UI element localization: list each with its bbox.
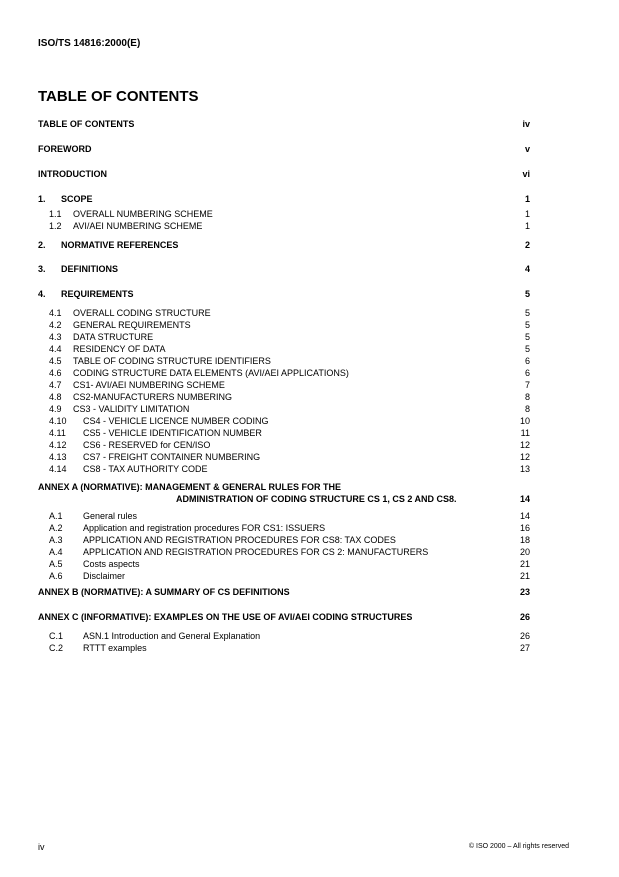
toc-label: SCOPE <box>61 194 93 204</box>
section-number: 3. <box>38 264 46 274</box>
toc-entry-foreword[interactable] <box>38 143 530 155</box>
toc-subentry[interactable] <box>38 510 530 522</box>
section-number: 4.10 <box>49 416 67 426</box>
toc-page: 23 <box>519 587 530 597</box>
document-id: ISO/TS 14816:2000(E) <box>38 38 141 49</box>
toc-page: 1 <box>524 194 530 204</box>
section-number: 1.2 <box>49 221 62 231</box>
toc-subentry[interactable] <box>38 307 530 319</box>
toc-subentry[interactable] <box>38 319 530 331</box>
toc-entry-annex-b[interactable] <box>38 586 530 598</box>
toc-page: 8 <box>524 392 530 402</box>
toc-page: 21 <box>519 559 530 569</box>
toc-entry-requirements[interactable] <box>38 288 530 300</box>
page-title: TABLE OF CONTENTS <box>38 88 199 105</box>
toc-label: CS3 - VALIDITY LIMITATION <box>73 404 190 414</box>
toc-page: 2 <box>524 240 530 250</box>
toc-label: DEFINITIONS <box>61 264 119 274</box>
toc-entry-annex-a-continued[interactable] <box>38 493 530 505</box>
toc-label: CS7 - FREIGHT CONTAINER NUMBERING <box>83 452 261 462</box>
toc-label: ANNEX B (NORMATIVE): A SUMMARY OF CS DEFINITIONS <box>38 587 290 597</box>
toc-page: 5 <box>524 344 530 354</box>
toc-subentry[interactable] <box>38 522 530 534</box>
toc-subentry[interactable] <box>38 546 530 558</box>
toc-page: 5 <box>524 308 530 318</box>
toc-page: vi <box>522 169 530 179</box>
toc-page: 14 <box>519 511 530 521</box>
section-number: 4.1 <box>49 308 62 318</box>
toc-subentry[interactable] <box>38 208 530 220</box>
section-number: A.6 <box>49 571 63 581</box>
toc-page: 20 <box>519 547 530 557</box>
toc-label: TABLE OF CONTENTS <box>38 119 135 129</box>
toc-page: 5 <box>524 332 530 342</box>
toc-label: REQUIREMENTS <box>61 289 134 299</box>
toc-label: APPLICATION AND REGISTRATION PROCEDURES FOR CS8: TAX CODES <box>83 535 396 545</box>
toc-page: 16 <box>519 523 530 533</box>
toc-subentry[interactable] <box>38 570 530 582</box>
toc-label: DATA STRUCTURE <box>73 332 154 342</box>
table-of-contents <box>38 118 530 654</box>
toc-page: 1 <box>524 221 530 231</box>
toc-page: 4 <box>524 264 530 274</box>
toc-subentry[interactable] <box>38 439 530 451</box>
toc-label: OVERALL NUMBERING SCHEME <box>73 209 213 219</box>
section-number: A.4 <box>49 547 63 557</box>
toc-label: CS4 - VEHICLE LICENCE NUMBER CODING <box>83 416 269 426</box>
page-number: iv <box>38 842 45 852</box>
section-number: 4.5 <box>49 356 62 366</box>
toc-subentry[interactable] <box>38 463 530 475</box>
toc-entry-normative-references[interactable] <box>38 239 530 251</box>
toc-page: 1 <box>524 209 530 219</box>
toc-label: CS8 - TAX AUTHORITY CODE <box>83 464 208 474</box>
toc-page: 12 <box>519 452 530 462</box>
section-number: 4.7 <box>49 380 62 390</box>
toc-subentry[interactable] <box>38 534 530 546</box>
section-number: 4.9 <box>49 404 62 414</box>
section-number: A.1 <box>49 511 63 521</box>
section-number: 4.2 <box>49 320 62 330</box>
toc-page: 21 <box>519 571 530 581</box>
toc-page: 14 <box>519 494 530 504</box>
toc-label: ADMINISTRATION OF CODING STRUCTURE CS 1, CS 2 AND CS8. <box>176 494 457 504</box>
toc-label: FOREWORD <box>38 144 92 154</box>
toc-label: GENERAL REQUIREMENTS <box>73 320 191 330</box>
toc-entry-annex-a[interactable] <box>38 481 530 493</box>
toc-label: APPLICATION AND REGISTRATION PROCEDURES FOR CS 2: MANUFACTURERS <box>83 547 429 557</box>
section-number: A.2 <box>49 523 63 533</box>
section-number: 1. <box>38 194 46 204</box>
toc-label: Disclaimer <box>83 571 126 581</box>
section-number: 4.4 <box>49 344 62 354</box>
toc-subentry[interactable] <box>38 403 530 415</box>
toc-label: CS6 - RESERVED for CEN/ISO <box>83 440 211 450</box>
copyright-notice: © ISO 2000 – All rights reserved <box>468 843 569 850</box>
toc-entry-toc[interactable] <box>38 118 530 130</box>
toc-page: 8 <box>524 404 530 414</box>
section-number: 1.1 <box>49 209 62 219</box>
toc-label: Application and registration procedures FOR CS1: ISSUERS <box>83 523 326 533</box>
section-number: A.3 <box>49 535 63 545</box>
toc-page: 5 <box>524 320 530 330</box>
toc-label: ANNEX A (NORMATIVE): MANAGEMENT & GENERAL RULES FOR THE <box>38 482 341 492</box>
toc-page: 5 <box>524 289 530 299</box>
toc-subentry[interactable] <box>38 427 530 439</box>
toc-entry-annex-c[interactable] <box>38 611 530 623</box>
toc-page: iv <box>522 119 530 129</box>
toc-subentry[interactable] <box>38 558 530 570</box>
toc-page: v <box>524 144 530 154</box>
toc-entry-introduction[interactable] <box>38 168 530 180</box>
toc-subentry[interactable] <box>38 642 530 654</box>
toc-label: OVERALL CODING STRUCTURE <box>73 308 211 318</box>
toc-label: CS5 - VEHICLE IDENTIFICATION NUMBER <box>83 428 262 438</box>
section-number: 4.13 <box>49 452 67 462</box>
toc-page: 6 <box>524 356 530 366</box>
toc-label: Costs aspects <box>83 559 140 569</box>
section-number: 4.11 <box>49 428 66 438</box>
toc-entry-definitions[interactable] <box>38 263 530 275</box>
section-number: 4.3 <box>49 332 62 342</box>
toc-page: 13 <box>519 464 530 474</box>
toc-label: AVI/AEI NUMBERING SCHEME <box>73 221 203 231</box>
toc-page: 18 <box>519 535 530 545</box>
toc-page: 6 <box>524 368 530 378</box>
toc-subentry[interactable] <box>38 367 530 379</box>
toc-page: 7 <box>524 380 530 390</box>
toc-label: General rules <box>83 511 138 521</box>
section-number: A.5 <box>49 559 63 569</box>
toc-label: ASN.1 Introduction and General Explanation <box>83 631 261 641</box>
toc-subentry[interactable] <box>38 630 530 642</box>
toc-label: CS1- AVI/AEI NUMBERING SCHEME <box>73 380 225 390</box>
toc-entry-scope[interactable] <box>38 193 530 205</box>
toc-subentry[interactable] <box>38 391 530 403</box>
section-number: C.1 <box>49 631 64 641</box>
toc-page: 10 <box>519 416 530 426</box>
toc-page: 12 <box>519 440 530 450</box>
toc-label: ANNEX C (INFORMATIVE): EXAMPLES ON THE USE OF AVI/AEI CODING STRUCTURES <box>38 612 413 622</box>
toc-subentry[interactable] <box>38 331 530 343</box>
toc-page: 26 <box>519 631 530 641</box>
toc-subentry[interactable] <box>38 415 530 427</box>
toc-label: NORMATIVE REFERENCES <box>61 240 179 250</box>
toc-subentry[interactable] <box>38 343 530 355</box>
toc-page: 11 <box>520 428 530 438</box>
toc-label: TABLE OF CODING STRUCTURE IDENTIFIERS <box>73 356 271 366</box>
section-number: 2. <box>38 240 46 250</box>
section-number: 4.12 <box>49 440 67 450</box>
toc-subentry[interactable] <box>38 355 530 367</box>
toc-label: RTTT examples <box>83 643 147 653</box>
section-number: 4.6 <box>49 368 62 378</box>
section-number: 4.14 <box>49 464 67 474</box>
toc-subentry[interactable] <box>38 379 530 391</box>
section-number: C.2 <box>49 643 64 653</box>
toc-label: RESIDENCY OF DATA <box>73 344 166 354</box>
toc-label: CS2-MANUFACTURERS NUMBERING <box>73 392 233 402</box>
toc-label: INTRODUCTION <box>38 169 107 179</box>
toc-label: CODING STRUCTURE DATA ELEMENTS (AVI/AEI APPLICATIONS) <box>73 368 349 378</box>
toc-subentry[interactable] <box>38 220 530 232</box>
toc-page: 26 <box>519 612 530 622</box>
toc-subentry[interactable] <box>38 451 530 463</box>
toc-page: 27 <box>519 643 530 653</box>
section-number: 4. <box>38 289 46 299</box>
section-number: 4.8 <box>49 392 62 402</box>
